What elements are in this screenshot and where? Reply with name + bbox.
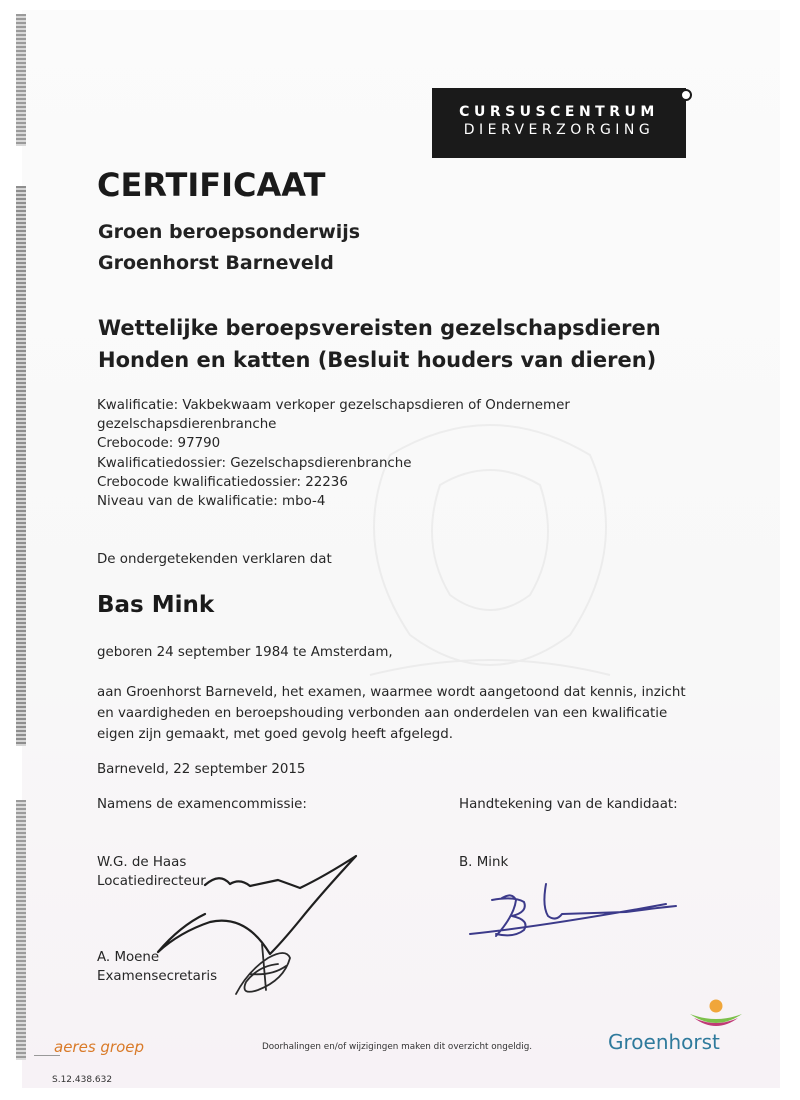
committee-label: Namens de examencommissie:: [97, 797, 307, 812]
document-code: S.12.438.632: [52, 1075, 113, 1085]
certificate-title: CERTIFICAAT: [97, 166, 326, 204]
aeres-logo: aeres groep: [54, 1038, 145, 1056]
place-date: Barneveld, 22 september 2015: [97, 762, 306, 777]
cursuscentrum-logo: [432, 88, 686, 158]
qualification-level: Niveau van de kwalificatie: mbo-4: [97, 494, 326, 509]
crebocode-dossier: Crebocode kwalificatiedossier: 22236: [97, 475, 348, 490]
qualification-line-1: Kwalificatie: Vakbekwaam verkoper gezelschapsdieren of Ondernemer: [97, 398, 570, 413]
signer-1-role: Locatiedirecteur: [97, 874, 206, 889]
scan-edge-top: [16, 14, 26, 146]
candidate-signature-name: B. Mink: [459, 855, 509, 870]
scan-edge-bottom: [16, 800, 26, 1060]
candidate-signature-label: Handtekening van de kandidaat:: [459, 797, 678, 812]
candidate-name: Bas Mink: [97, 592, 215, 618]
footer-note: Doorhalingen en/of wijzigingen maken dit overzicht ongeldig.: [262, 1042, 533, 1052]
scan-edge-middle: [16, 186, 26, 746]
certificate-heading-2: Honden en katten (Besluit houders van dieren): [98, 348, 657, 372]
signer-1-name: W.G. de Haas: [97, 855, 187, 870]
groenhorst-logo: Groenhorst: [608, 1030, 720, 1054]
signer-2-name: A. Moene: [97, 950, 160, 965]
birth-statement: geboren 24 september 1984 te Amsterdam,: [97, 645, 393, 660]
logo-line-1: CURSUSCENTRUM: [459, 104, 659, 120]
institution-line-1: Groen beroepsonderwijs: [98, 221, 361, 243]
institution-line-2: Groenhorst Barneveld: [98, 252, 334, 274]
groenhorst-sun-icon: [688, 998, 744, 1032]
crebocode: Crebocode: 97790: [97, 436, 221, 451]
logo-line-2: DIERVERZORGING: [463, 122, 655, 138]
logo-dot-icon: [680, 89, 692, 101]
qualification-line-2: gezelschapsdierenbranche: [97, 417, 277, 432]
signature-candidate: [466, 876, 696, 946]
signer-2-role: Examensecretaris: [97, 969, 218, 984]
certificate-heading-1: Wettelijke beroepsvereisten gezelschapsdieren: [98, 316, 661, 340]
declaration-intro: De ondergetekenden verklaren dat: [97, 552, 332, 567]
exam-statement: aan Groenhorst Barneveld, het examen, waarmee wordt aangetoond dat kennis, inzicht en vaardigheden en beroepshouding verbonden aan onderdelen van een kwalificatie eigen zijn gemaakt, met goed gevolg heeft afgelegd.: [97, 685, 686, 742]
signature-moene: [228, 936, 298, 1002]
qualification-dossier: Kwalificatiedossier: Gezelschapsdierenbranche: [97, 456, 412, 471]
